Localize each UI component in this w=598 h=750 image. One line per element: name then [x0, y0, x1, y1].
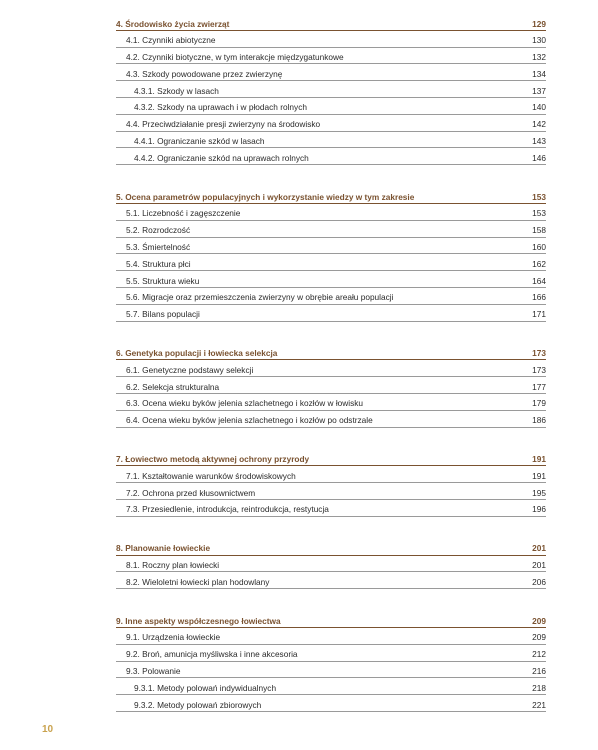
toc-entry[interactable]	[116, 98, 546, 115]
toc-entry[interactable]	[116, 31, 546, 48]
entry-title: 4.1. Czynniki abiotyczne	[126, 35, 216, 46]
entry-page-number: 221	[532, 699, 546, 710]
toc-section	[116, 187, 546, 321]
entry-title: 5.5. Struktura wieku	[126, 275, 200, 286]
toc-section	[116, 344, 546, 428]
toc-entry[interactable]	[116, 148, 546, 165]
entry-title: 8.1. Roczny plan łowiecki	[126, 560, 220, 571]
entry-title: 4.4.1. Ograniczanie szkód w lasach	[134, 136, 265, 147]
chapter-page-number: 153	[532, 191, 546, 202]
toc-entry[interactable]	[116, 64, 546, 81]
entry-page-number: 196	[532, 504, 546, 515]
entry-page-number: 201	[532, 560, 546, 571]
entry-title: 5.2. Rozrodczość	[126, 225, 191, 236]
entry-page-number: 218	[532, 682, 546, 693]
toc-entry[interactable]	[116, 678, 546, 695]
toc-entry[interactable]	[116, 645, 546, 662]
entry-page-number: 195	[532, 487, 546, 498]
toc-entry[interactable]	[116, 411, 546, 428]
toc-chapter-heading[interactable]	[116, 344, 546, 361]
entry-page-number: 130	[532, 35, 546, 46]
entry-title: 4.4.2. Ograniczanie szkód na uprawach rolnych	[134, 152, 309, 163]
toc-chapter-heading[interactable]	[116, 450, 546, 467]
entry-page-number: 186	[532, 415, 546, 426]
toc-entry[interactable]	[116, 628, 546, 645]
table-of-contents	[116, 14, 546, 734]
chapter-page-number: 201	[532, 543, 546, 554]
entry-title: 6.4. Ocena wieku byków jelenia szlachetnego i kozłów po odstrzale	[126, 415, 373, 426]
toc-entry[interactable]	[116, 81, 546, 98]
chapter-page-number: 129	[532, 18, 546, 29]
toc-section	[116, 450, 546, 517]
chapter-page-number: 191	[532, 454, 546, 465]
entry-page-number: 166	[532, 292, 546, 303]
toc-chapter-heading[interactable]	[116, 539, 546, 556]
toc-entry[interactable]	[116, 483, 546, 500]
chapter-title: 5. Ocena parametrów populacyjnych i wykorzystanie wiedzy w tym zakresie	[116, 191, 415, 202]
entry-page-number: 212	[532, 649, 546, 660]
toc-section	[116, 539, 546, 589]
entry-page-number: 153	[532, 208, 546, 219]
entry-page-number: 209	[532, 632, 546, 643]
entry-title: 8.2. Wieloletni łowiecki plan hodowlany	[126, 576, 270, 587]
chapter-title: 8. Planowanie łowieckie	[116, 543, 211, 554]
toc-chapter-heading[interactable]	[116, 187, 546, 204]
chapter-title: 7. Łowiectwo metodą aktywnej ochrony przyrody	[116, 454, 310, 465]
toc-entry[interactable]	[116, 305, 546, 322]
entry-page-number: 143	[532, 136, 546, 147]
toc-entry[interactable]	[116, 377, 546, 394]
entry-title: 4.3.2. Szkody na uprawach i w płodach rolnych	[134, 102, 307, 113]
toc-entry[interactable]	[116, 132, 546, 149]
chapter-title: 6. Genetyka populacji i łowiecka selekcja	[116, 348, 278, 359]
toc-entry[interactable]	[116, 238, 546, 255]
entry-page-number: 191	[532, 470, 546, 481]
entry-page-number: 216	[532, 666, 546, 676]
toc-entry[interactable]	[116, 221, 546, 238]
entry-title: 6.3. Ocena wieku byków jelenia szlachetnego i kozłów w łowisku	[126, 398, 364, 409]
entry-title: 4.3.1. Szkody w lasach	[134, 85, 219, 96]
entry-page-number: 158	[532, 225, 546, 236]
toc-section	[116, 611, 546, 712]
chapter-page-number: 173	[532, 348, 546, 359]
toc-entry[interactable]	[116, 115, 546, 132]
page-number: 10	[42, 724, 54, 735]
entry-page-number: 171	[532, 309, 546, 320]
entry-page-number: 140	[532, 102, 546, 113]
toc-entry[interactable]	[116, 360, 546, 377]
toc-entry[interactable]	[116, 572, 546, 589]
entry-page-number: 162	[532, 258, 546, 269]
entry-page-number: 160	[532, 242, 546, 253]
entry-page-number: 137	[532, 85, 546, 96]
toc-entry[interactable]	[116, 254, 546, 271]
entry-title: 5.1. Liczebność i zagęszczenie	[126, 208, 241, 219]
toc-entry[interactable]	[116, 48, 546, 65]
entry-title: 9.3.2. Metody polowań zbiorowych	[134, 699, 262, 710]
entry-page-number: 173	[532, 364, 546, 375]
toc-section	[116, 14, 546, 165]
entry-title: 6.1. Genetyczne podstawy selekcji	[126, 364, 254, 375]
entry-title: 7.1. Kształtowanie warunków środowiskowych	[126, 470, 296, 481]
entry-page-number: 132	[532, 52, 546, 63]
entry-title: 9.3.1. Metody polowań indywidualnych	[134, 682, 277, 693]
toc-chapter-heading[interactable]	[116, 14, 546, 31]
entry-page-number: 206	[532, 576, 546, 587]
entry-page-number: 142	[532, 119, 546, 130]
entry-title: 6.2. Selekcja strukturalna	[126, 381, 220, 392]
entry-title: 9.2. Broń, amunicja myśliwska i inne akcesoria	[126, 649, 298, 660]
entry-page-number: 164	[532, 275, 546, 286]
toc-chapter-heading[interactable]	[116, 611, 546, 628]
chapter-title: 4. Środowisko życia zwierząt	[116, 18, 230, 29]
entry-title: 5.6. Migracje oraz przemieszczenia zwierzyny w obrębie areału populacji	[126, 292, 394, 303]
toc-entry[interactable]	[116, 556, 546, 573]
toc-entry[interactable]	[116, 695, 546, 712]
entry-title: 5.3. Śmiertelność	[126, 242, 191, 253]
chapter-page-number: 209	[532, 615, 546, 626]
entry-page-number: 177	[532, 381, 546, 392]
toc-entry[interactable]	[116, 466, 546, 483]
toc-entry[interactable]	[116, 394, 546, 411]
toc-entry[interactable]	[116, 500, 546, 517]
chapter-title: 9. Inne aspekty współczesnego łowiectwa	[116, 615, 281, 626]
entry-title: 4.2. Czynniki biotyczne, w tym interakcje międzygatunkowe	[126, 52, 344, 63]
entry-title: 5.7. Bilans populacji	[126, 309, 200, 320]
entry-title: 4.4. Przeciwdziałanie presji zwierzyny na środowisko	[126, 119, 321, 130]
toc-entry[interactable]	[116, 204, 546, 221]
entry-title: 9.3. Polowanie	[126, 666, 181, 676]
toc-entry[interactable]	[116, 662, 546, 679]
toc-entry[interactable]	[116, 271, 546, 288]
entry-title: 9.1. Urządzenia łowieckie	[126, 632, 221, 643]
entry-page-number: 146	[532, 152, 546, 163]
entry-title: 7.2. Ochrona przed kłusownictwem	[126, 487, 256, 498]
entry-title: 7.3. Przesiedlenie, introdukcja, reintrodukcja, restytucja	[126, 504, 329, 515]
entry-title: 4.3. Szkody powodowane przez zwierzynę	[126, 68, 283, 79]
entry-page-number: 179	[532, 398, 546, 409]
entry-title: 5.4. Struktura płci	[126, 258, 191, 269]
entry-page-number: 134	[532, 68, 546, 79]
toc-entry[interactable]	[116, 288, 546, 305]
